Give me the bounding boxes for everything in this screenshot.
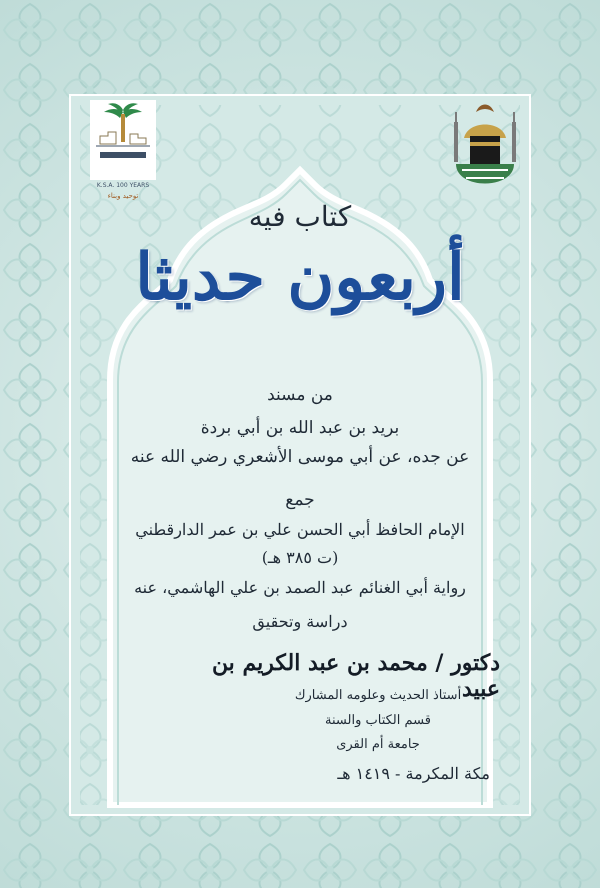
narrator-line: بريد بن عبد الله بن أبي بردة — [200, 418, 400, 438]
logo-caption-years: K.S.A. 100 YEARS — [96, 182, 150, 189]
compiled-label: جمع — [285, 490, 315, 510]
book-title: أربعون حديثا — [135, 240, 465, 315]
death-year: (ت ٣٨٥ هـ) — [261, 548, 339, 567]
affiliation-department: قسم الكتاب والسنة — [325, 713, 431, 728]
affiliation-university: جامعة أم القرى — [336, 737, 420, 752]
pre-title: كتاب فيه — [248, 200, 352, 233]
umm-al-qura-university-logo — [448, 98, 522, 202]
transmission-line: رواية أبي الغنائم عبد الصمد بن علي الهاشمي، عنه — [134, 578, 466, 597]
university-emblem-icon — [448, 98, 522, 202]
place-date: مكة المكرمة - ١٤١٩ هـ — [337, 764, 490, 783]
author-name: دكتور / محمد بن عبد الكريم بن عبيد — [211, 650, 500, 702]
chain-line: عن جده، عن أبي موسى الأشعري رضي الله عنه — [130, 447, 470, 467]
affiliation-title: أستاذ الحديث وعلومه المشارك — [294, 688, 462, 703]
palm-tree-icon — [90, 100, 156, 180]
ksa-100-years-logo — [90, 100, 156, 210]
study-label: دراسة وتحقيق — [252, 612, 348, 631]
compiler-line: الإمام الحافظ أبي الحسن علي بن عمر الدارقطني — [135, 520, 465, 539]
from-label: من مسند — [267, 385, 333, 405]
logo-caption-slogan: توحيد وبناء — [107, 192, 139, 200]
